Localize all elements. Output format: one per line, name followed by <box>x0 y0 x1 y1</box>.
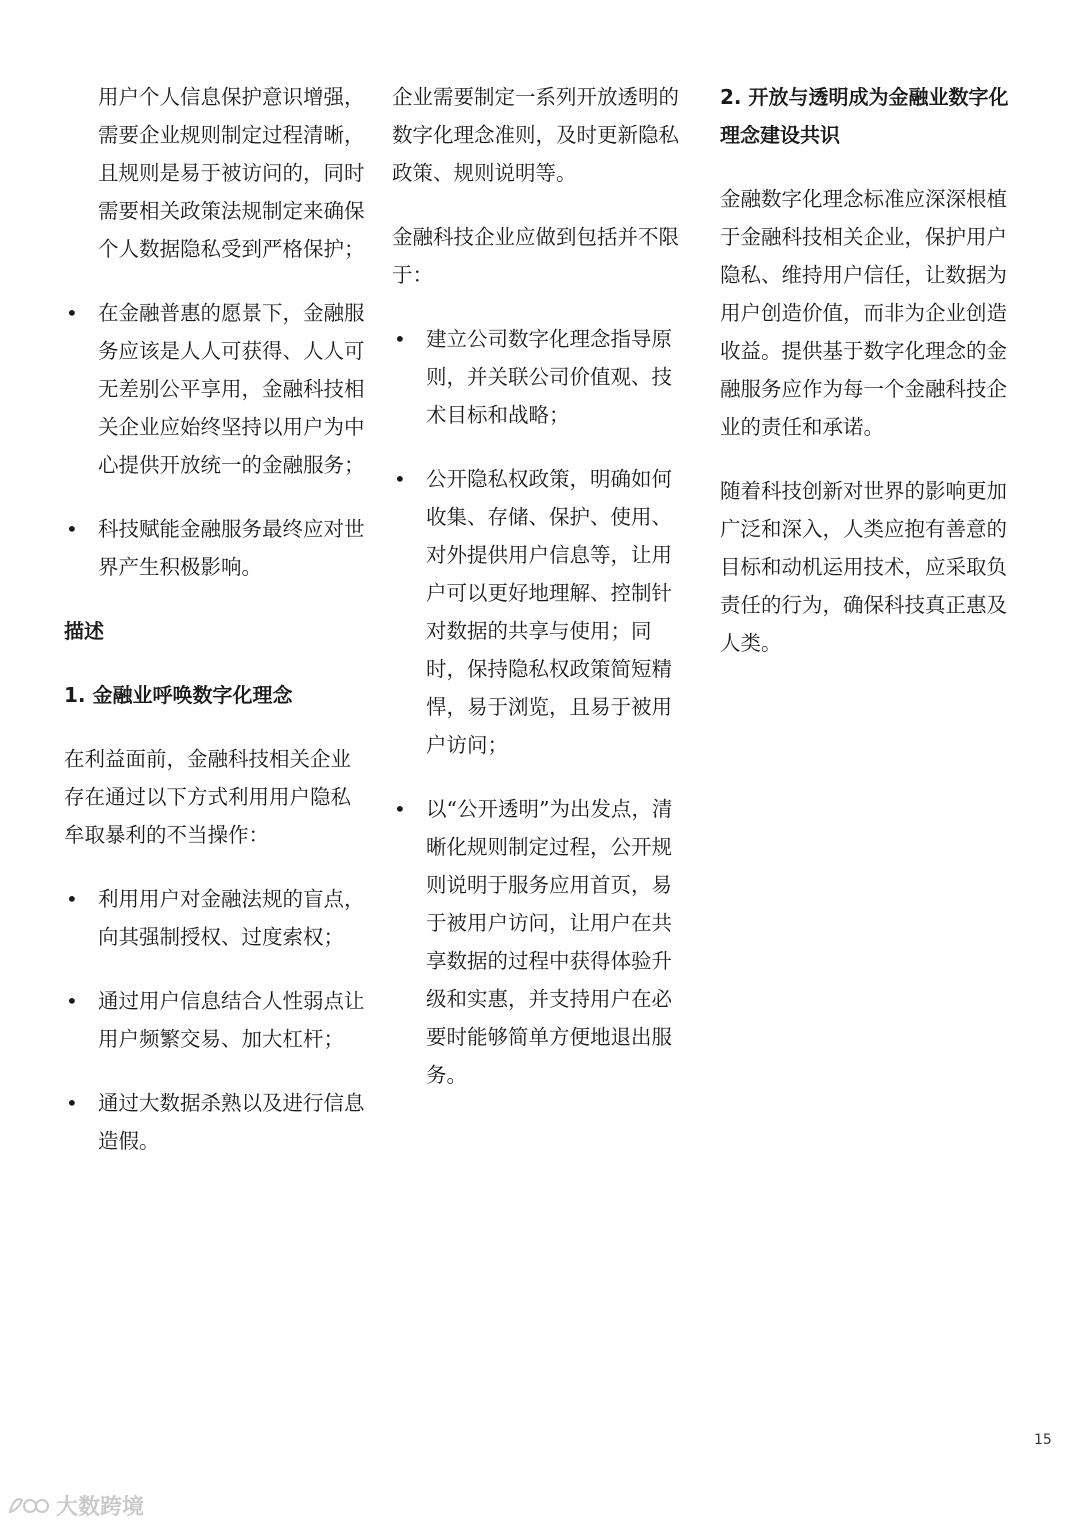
bullet-icon: • <box>66 301 78 325</box>
bullet-list-2 <box>64 880 369 1160</box>
bullet-icon: • <box>66 1091 78 1115</box>
bullet-list-1 <box>64 294 369 586</box>
paragraph-3: 金融数字化理念标准应深深根植于金融科技相关企业，保护用户隐私、维持用户信任，让数据为用户创造价值，而非为企业创造收益。提供基于数字化理念的金融服务应作为每一个金融科技企业的责任和承诺。 <box>720 187 1007 439</box>
list-item: • 利用用户对金融法规的盲点，向其强制授权、过度索权； <box>64 880 369 956</box>
bullet-icon: • <box>66 989 78 1013</box>
bullet-icon: • <box>394 467 406 491</box>
list-item: • 通过大数据杀熟以及进行信息造假。 <box>64 1084 369 1160</box>
paragraph-4: 随着科技创新对世界的影响更加广泛和深入，人类应抱有善意的目标和动机运用技术，应采取负责任的行为，确保科技真正惠及人类。 <box>720 479 1007 655</box>
list-item: • 通过用户信息结合人性弱点让用户频繁交易、加大杠杆； <box>64 982 369 1058</box>
list-item: • 在金融普惠的愿景下，金融服务应该是人人可获得、人人可无差别公平享用，金融科技相关企业应始终坚持以用户为中心提供开放统一的金融服务； <box>64 294 369 484</box>
column-left <box>64 78 369 1186</box>
bullet-icon: • <box>394 327 406 351</box>
heading-section-2: 2. 开放与透明成为金融业数字化理念建设共识 <box>720 85 1009 147</box>
bullet-icon: • <box>66 517 78 541</box>
bullet-icon: • <box>394 797 406 821</box>
page-number: 15 <box>1034 1432 1052 1448</box>
paragraph-1: 企业需要制定一系列开放透明的数字化理念准则，及时更新隐私政策、规则说明等。 <box>392 85 679 185</box>
intro-paragraph: 在利益面前，金融科技相关企业存在通过以下方式利用用户隐私牟取暴利的不当操作： <box>64 747 351 847</box>
heading-describe: 描述 <box>64 619 104 643</box>
list-item: • 公开隐私权政策，明确如何收集、存储、保护、使用、对外提供用户信息等，让用户可以更好地理解、控制针对数据的共享与使用；同时，保持隐私权政策简短精悍，易于浏览，且易于被用户访问； <box>392 460 692 764</box>
heading-section-1: 1. 金融业呼唤数字化理念 <box>64 683 293 707</box>
watermark-logo-icon <box>6 1492 50 1520</box>
paragraph-2: 金融科技企业应做到包括并不限于： <box>392 225 679 287</box>
list-item: • 建立公司数字化理念指导原则，并关联公司价值观、技术目标和战略； <box>392 320 692 434</box>
bullet-list-3 <box>392 320 692 1094</box>
watermark <box>6 1490 144 1521</box>
list-item: • 以“公开透明”为出发点，清晰化规则制定过程，公开规则说明于服务应用首页，易于被用户访问，让用户在共享数据的过程中获得体验升级和实惠，并支持用户在必要时能够简单方便地退出服务。 <box>392 790 692 1094</box>
continued-bullet-text: 用户个人信息保护意识增强，需要企业规则制定过程清晰，且规则是易于被访问的，同时需要相关政策法规制定来确保个人数据隐私受到严格保护； <box>98 85 365 261</box>
column-right <box>720 78 1020 688</box>
bullet-icon: • <box>66 887 78 911</box>
watermark-text: 大数跨境 <box>56 1495 145 1520</box>
column-middle <box>392 78 692 1120</box>
list-item: • 科技赋能金融服务最终应对世界产生积极影响。 <box>64 510 369 586</box>
